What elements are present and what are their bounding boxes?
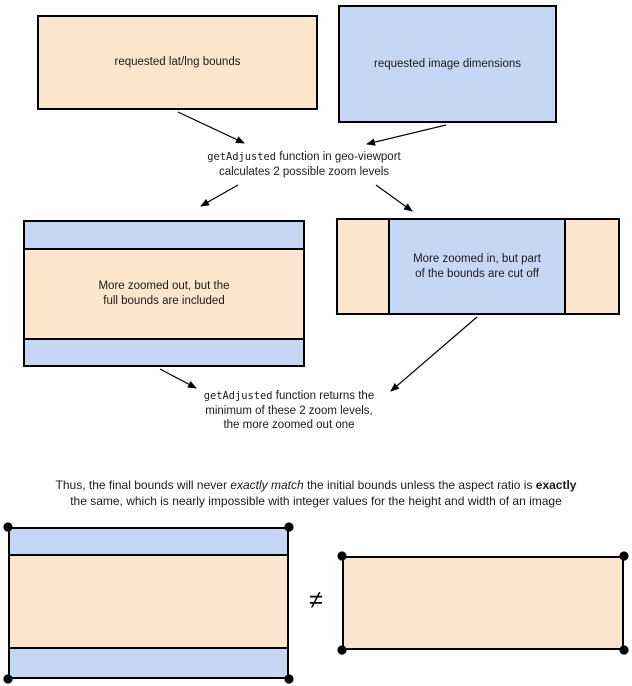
caption-line: minimum of these 2 zoom levels, [205, 404, 373, 417]
conclusion-text [16, 478, 616, 509]
caption-getadjusted-returns [129, 389, 449, 433]
not-equal-symbol: ≠ [309, 586, 323, 614]
zoomed-out-bottom-margin-strip [25, 340, 303, 365]
caption-getadjusted-calculates [144, 150, 464, 180]
box-requested-dimensions-label: requested image dimensions [373, 57, 522, 70]
final-bounds-requested-area [10, 556, 287, 649]
arrow-getadjusted-to-zoomed-out [201, 185, 238, 206]
zoomed-in-right-cutoff-strip [564, 220, 618, 313]
zoomed-in-left-cutoff-strip [338, 220, 390, 313]
box-requested-bounds-label: requested lat/lng bounds [114, 56, 241, 68]
box-initial-bounds [342, 556, 624, 650]
arrow-getadjusted-to-zoomed-in [376, 185, 412, 211]
caption-line: calculates 2 possible zoom levels [218, 166, 390, 178]
conclusion-segment: the initial bounds unless the aspect ratio is [303, 478, 536, 492]
zoomed-out-label [98, 279, 229, 309]
arrow-zoomed-out-to-result [160, 369, 196, 388]
conclusion-line2: the same, which is nearly impossible with integer values for the height and width of an image [70, 493, 562, 508]
final-bounds-bottom-margin-strip [10, 649, 287, 677]
zoomed-in-label [413, 252, 541, 282]
conclusion-italic-segment: exactly match [230, 478, 304, 492]
zoomed-out-bounds-area [25, 250, 303, 340]
zoomed-in-label-line2: of the bounds are cut off [415, 267, 539, 280]
code-getadjusted: getAdjusted [203, 390, 273, 402]
caption-text: function returns the [272, 390, 375, 402]
code-getadjusted: getAdjusted [207, 151, 277, 163]
conclusion-line1 [16, 478, 616, 494]
arrow-zoomed-in-to-result [391, 317, 477, 391]
final-bounds-top-margin-strip [10, 529, 287, 556]
arrow-bounds-to-getadjusted [178, 112, 244, 143]
box-final-bounds [8, 527, 289, 679]
box-requested-bounds [37, 15, 318, 110]
zoomed-out-top-margin-strip [25, 222, 303, 250]
box-zoomed-out [23, 220, 305, 367]
box-zoomed-in [336, 218, 620, 315]
caption-text: function in geo-viewport [276, 151, 401, 163]
conclusion-bold-segment: exactly [535, 478, 577, 492]
box-requested-dimensions [338, 5, 557, 123]
zoomed-out-label-line2: full bounds are included [103, 295, 225, 307]
caption-line [144, 150, 464, 165]
conclusion-segment: Thus, the final bounds will never [55, 478, 231, 492]
zoomed-in-viewport-area [390, 220, 564, 313]
zoomed-in-label-line1: More zoomed in, but part [413, 252, 541, 265]
caption-line: the more zoomed out one [223, 419, 355, 431]
arrow-dimensions-to-getadjusted [367, 125, 446, 144]
zoomed-out-label-line1: More zoomed out, but the [98, 280, 230, 292]
caption-line [129, 389, 449, 404]
